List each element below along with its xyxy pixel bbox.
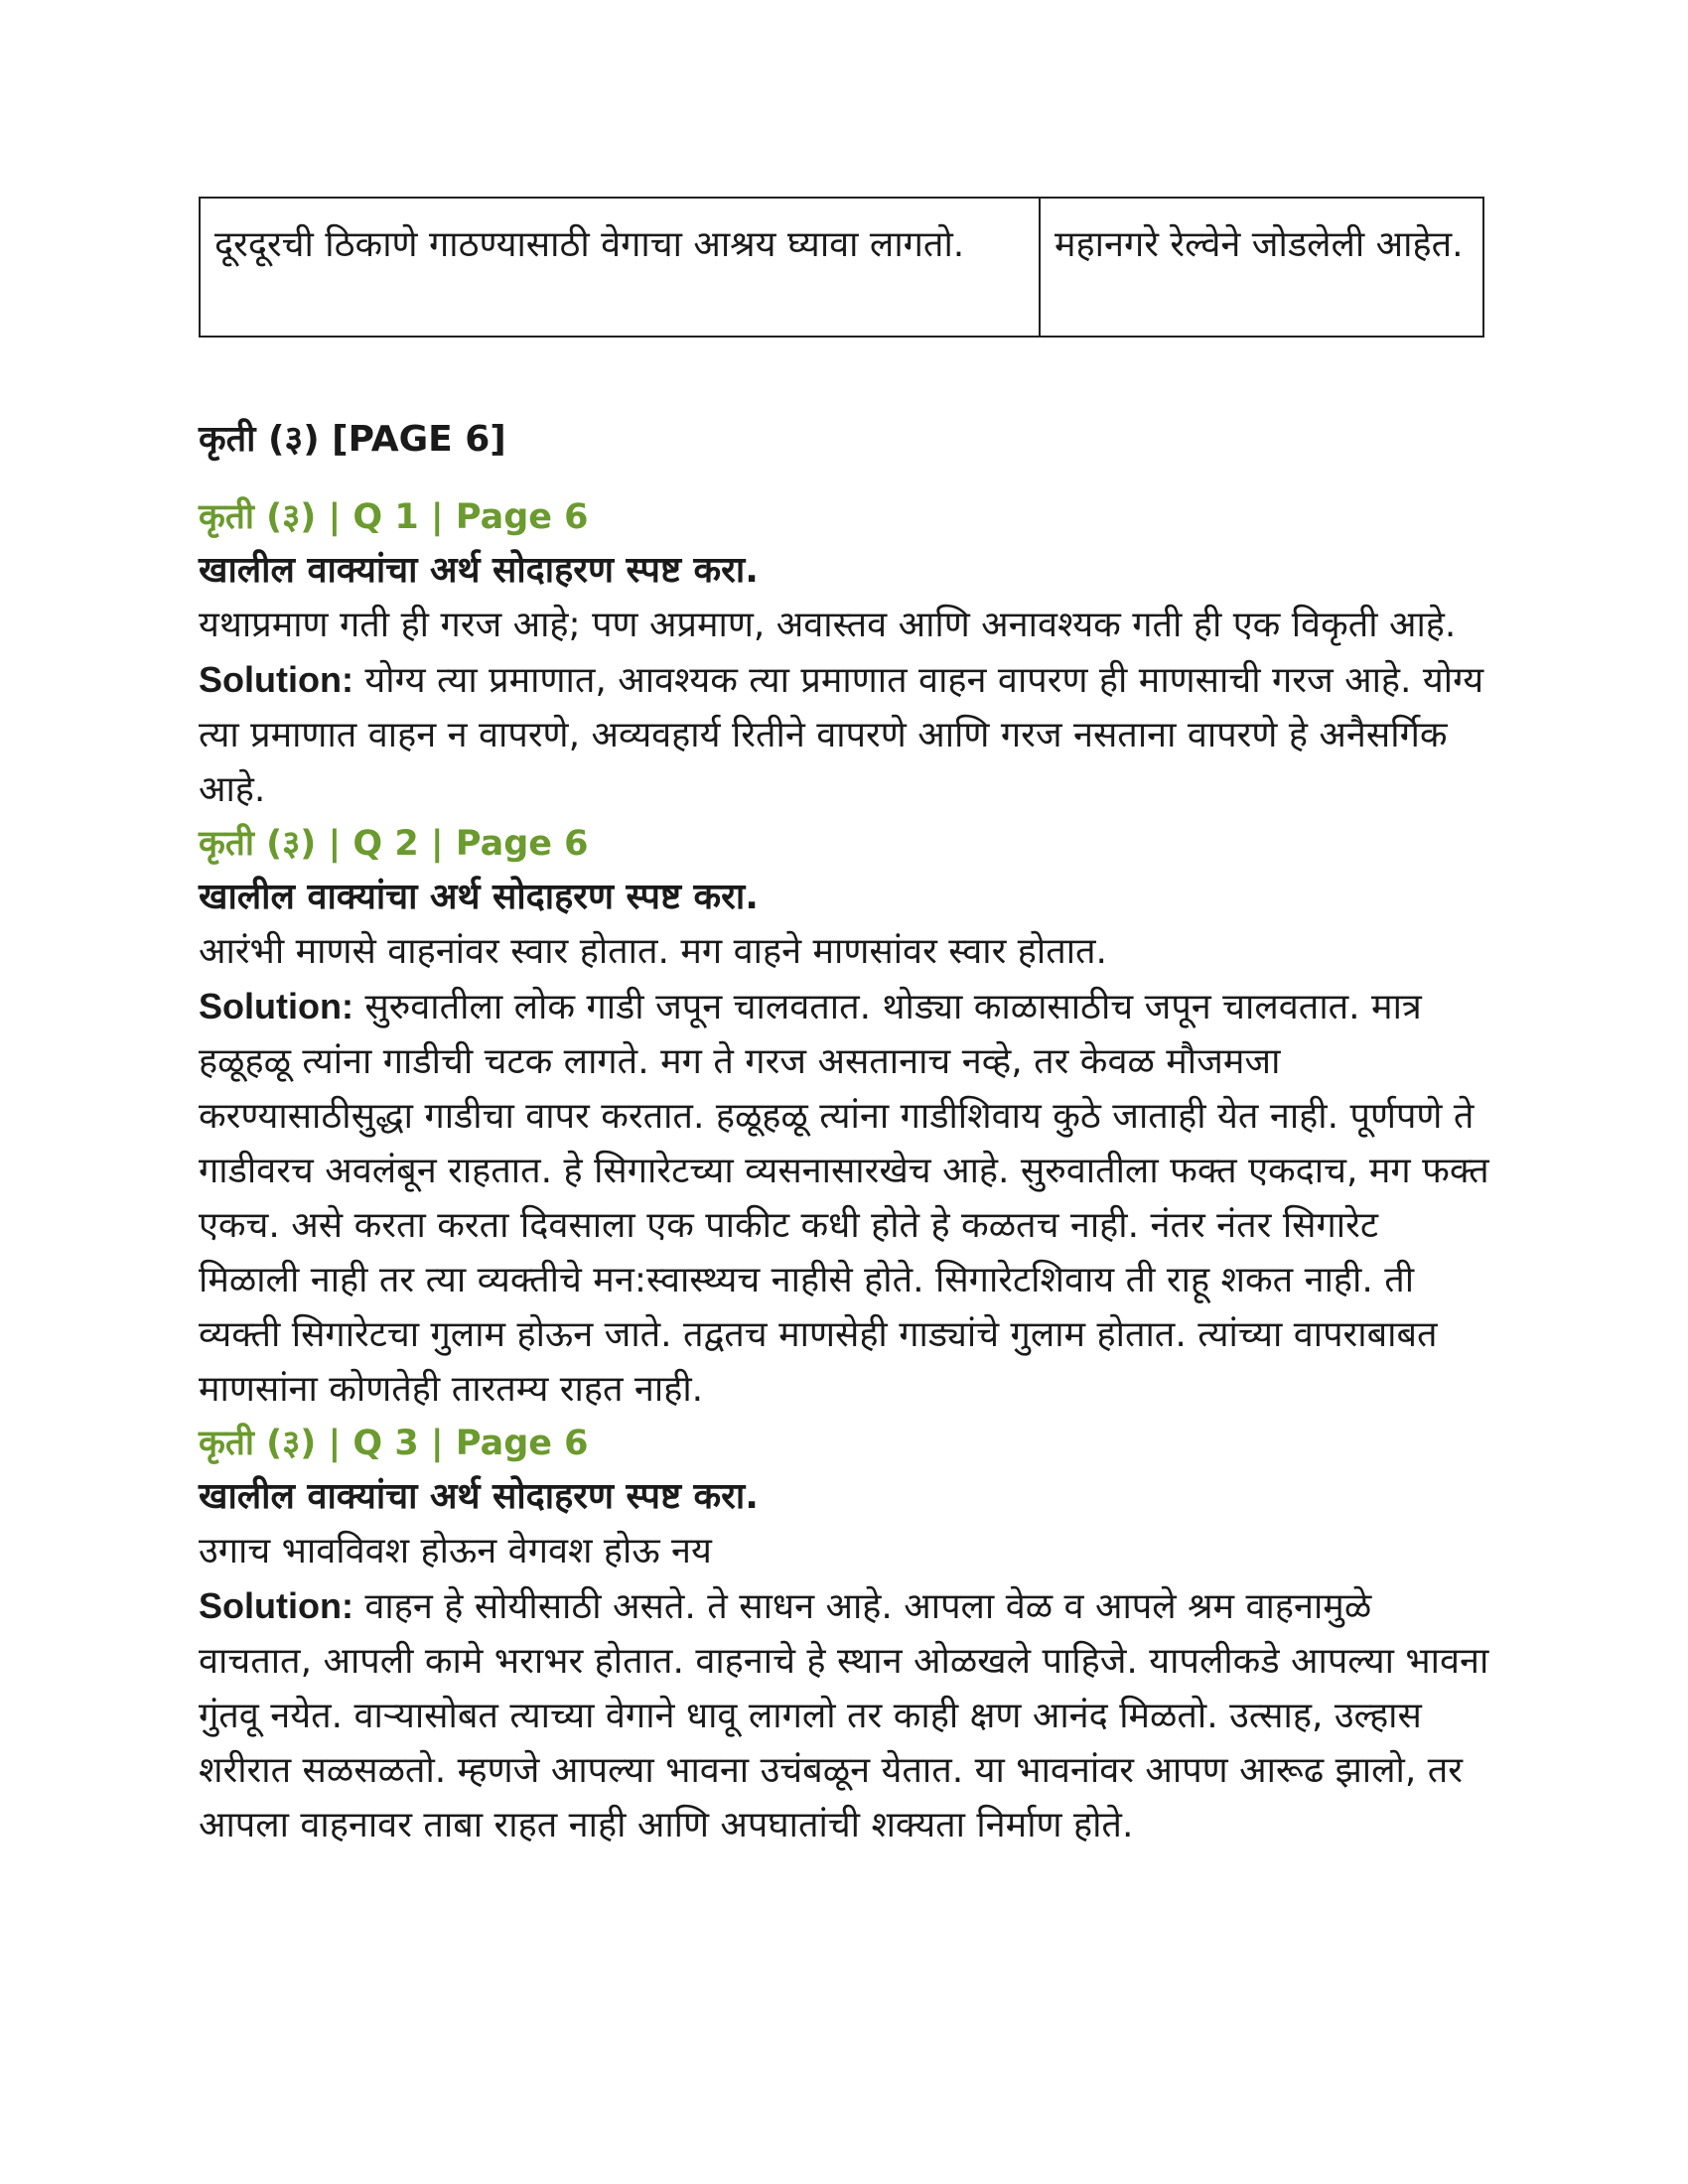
table-cell-right: महानगरे रेल्वेने जोडलेली आहेत.: [1040, 198, 1483, 337]
question-heading[interactable]: कृती (३) | Q 3 | Page 6: [199, 1424, 589, 1463]
question-heading[interactable]: कृती (३) | Q 2 | Page 6: [199, 824, 589, 864]
solution-paragraph: [199, 979, 1489, 1417]
question-heading[interactable]: कृती (३) | Q 1 | Page 6: [199, 497, 589, 537]
solution-text: सुरुवातीला लोक गाडी जपून चालवतात. थोड्या काळासाठीच जपून चालवतात. मात्र हळूहळू त्यांना गाडीची चटक लागते. मग ते गरज असतानाच नव्हे, तर केवळ मौजमजा करण्यासाठीसुद्धा गाडीचा वापर करतात. हळूहळू त्यांना गाडीशिवाय कुठे जाताही येत नाही. पूर्णपणे ते गाडीवरच अवलंबून राहतात. हे सिगारेटच्या व्यसनासारखेच आहे. सुरुवातीला फक्त एकदाच, मग फक्त एकच. असे करता करता दिवसाला एक पाकीट कधी होते हे कळतच नाही. नंतर नंतर सिगारेट मिळाली नाही तर त्या व्यक्तीचे मन:स्वास्थ्यच नाहीसे होते. सिगारेटशिवाय ती राहू शकत नाही. ती व्यक्ती सिगारेटचा गुलाम होऊन जाते. तद्वतच माणसेही गाड्यांचे गुलाम होतात. त्यांच्या वापराबाबत माणसांना कोणतेही तारतम्य राहत नाही.: [199, 987, 1489, 1410]
question-instruction: खालील वाक्यांचा अर्थ सोदाहरण स्पष्ट करा.: [199, 550, 759, 591]
question-text: यथाप्रमाण गती ही गरज आहे; पण अप्रमाण, अवास्तव आणि अनावश्यक गती ही एक विकृती आहे.: [199, 605, 1457, 645]
solution-label: Solution:: [199, 986, 353, 1026]
section-heading: कृती (३) [PAGE 6]: [199, 419, 506, 460]
question-instruction: खालील वाक्यांचा अर्थ सोदाहरण स्पष्ट करा.: [199, 1476, 759, 1517]
solution-text: वाहन हे सोयीसाठी असते. ते साधन आहे. आपला वेळ व आपले श्रम वाहनामुळे वाचतात, आपली कामे भराभर होतात. वाहनाचे हे स्थान ओळखले पाहिजे. यापलीकडे आपल्या भावना गुंतवू नयेत. वाऱ्यासोबत त्याच्या वेगाने धावू लागलो तर काही क्षण आनंद मिळतो. उत्साह, उल्हास शरीरात सळसळतो. म्हणजे आपल्या भावना उचंबळून येतात. या भावनांवर आपण आरूढ झालो, तर आपला वाहनावर ताबा राहत नाही आणि अपघातांची शक्यता निर्माण होते.: [199, 1586, 1489, 1845]
question-block-2: [199, 817, 1489, 1417]
solution-label: Solution:: [199, 1585, 353, 1626]
question-block-3: [199, 1417, 1489, 1852]
question-instruction: खालील वाक्यांचा अर्थ सोदाहरण स्पष्ट करा.: [199, 877, 759, 917]
solution-label: Solution:: [199, 659, 353, 700]
document-page: [199, 197, 1489, 1852]
table-row: [200, 198, 1483, 337]
solution-text: योग्य त्या प्रमाणात, आवश्यक त्या प्रमाणात वाहन वापरण ही माणसाची गरज आहे. योग्य त्या प्रमाणात वाहन न वापरणे, अव्यवहार्य रितीने वापरणे आणि गरज नसताना वापरणे हे अनैसर्गिक आहे.: [199, 660, 1484, 810]
question-text: उगाच भावविवश होऊन वेगवश होऊ नय: [199, 1531, 712, 1571]
question-block-1: [199, 490, 1489, 817]
table-cell-left: दूरदूरची ठिकाणे गाठण्यासाठी वेगाचा आश्रय घ्यावा लागतो.: [200, 198, 1040, 337]
solution-paragraph: [199, 1578, 1489, 1852]
solution-paragraph: [199, 652, 1489, 817]
comparison-table: [199, 197, 1484, 338]
question-text: आरंभी माणसे वाहनांवर स्वार होतात. मग वाहने माणसांवर स्वार होतात.: [199, 931, 1107, 972]
